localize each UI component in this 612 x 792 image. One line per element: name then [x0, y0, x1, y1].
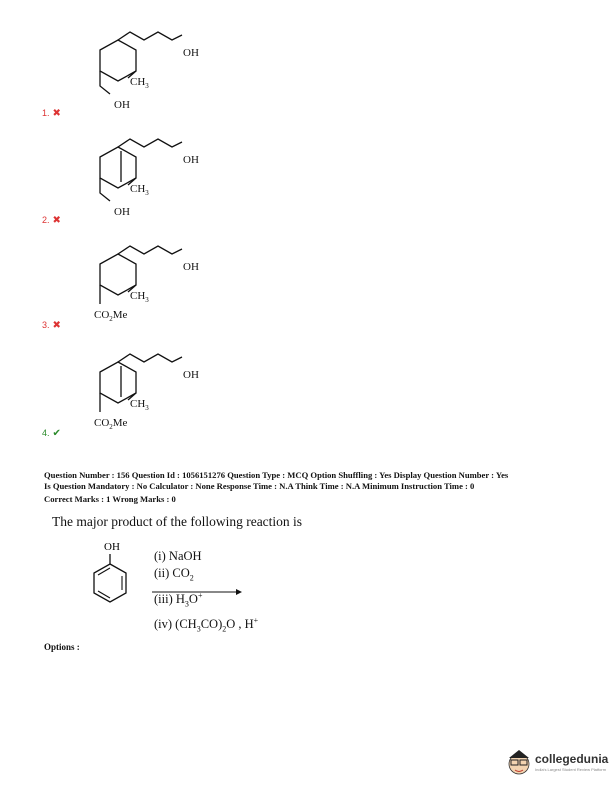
svg-text:CH3: $CH_3$: [130, 398, 149, 412]
oh-label: OH: [183, 47, 199, 59]
co2me-label: CO: [94, 309, 110, 321]
reaction-arrow: [152, 583, 242, 601]
oh-label: OH: [183, 261, 199, 273]
svg-text:CO2Me: $CO_2Me$: [94, 309, 128, 323]
option-2-molecule: [70, 145, 230, 220]
reagent-4: (iv) $(CH_3CO)_2O$ , H+: [154, 616, 259, 634]
question-meta-line-1: Question Number : 156 Question Id : 1056151276 Question Type : MCQ Option Shuffling : Yes Display Question Number : Yes: [44, 470, 509, 480]
svg-text:CH3: $CH_3$: [130, 183, 149, 197]
mascot-icon: [505, 746, 533, 780]
reagent-3: (iii) $H_3O^+$: [154, 590, 203, 609]
ch3-label: CH: [130, 398, 146, 410]
brand-tagline: India's Largest Student Review Platform: [535, 767, 607, 772]
svg-text:CH3: $CH_3$: [130, 290, 149, 304]
wrong-icon: ✖: [52, 108, 61, 119]
ch3-label: CH: [130, 183, 146, 195]
option-3-number: 3. ✖: [42, 320, 61, 331]
question-meta-line-2: Is Question Mandatory : No Calculator : None Response Time : N.A Think Time : N.A Minimum Instruction Time : 0: [44, 481, 475, 491]
check-icon: ✔: [52, 428, 61, 439]
option-4-structure: [70, 360, 230, 440]
option-1-structure: [70, 38, 230, 118]
bottom-oh-label: OH: [114, 206, 130, 218]
marks-line: Correct Marks : 1 Wrong Marks : 0: [44, 494, 176, 504]
collegedunia-logo[interactable]: [505, 746, 609, 782]
option-4-molecule: [70, 360, 230, 435]
reagent-2: (ii) $CO_2$: [154, 566, 194, 583]
option-2-structure: [70, 145, 230, 225]
ch3-label: CH: [130, 76, 146, 88]
phenol-oh-label: OH: [104, 541, 120, 553]
oh-label: OH: [183, 154, 199, 166]
wrong-icon: ✖: [52, 215, 61, 226]
option-2-number: 2. ✖: [42, 215, 61, 226]
svg-text:CH3: $CH_3$: [130, 76, 149, 90]
wrong-icon: ✖: [52, 320, 61, 331]
option-3-structure: [70, 252, 230, 332]
options-label: Options :: [44, 642, 80, 652]
option-1-molecule: [70, 38, 230, 113]
oh-label: OH: [183, 369, 199, 381]
option-4-number: 4. ✔: [42, 428, 61, 439]
phenol-structure: [86, 538, 146, 619]
bottom-oh-label: OH: [114, 99, 130, 111]
reagent-1: (i) NaOH: [154, 549, 202, 563]
co2me-label: CO: [94, 417, 110, 429]
svg-text:CO2Me: $CO_2Me$: [94, 417, 128, 431]
question-text: The major product of the following reaction is: [52, 514, 303, 529]
phenol-molecule: [86, 538, 146, 614]
ch3-label: CH: [130, 290, 146, 302]
brand-name: collegedunia: [535, 752, 609, 766]
option-3-molecule: [70, 252, 230, 327]
option-1-number: 1. ✖: [42, 108, 61, 119]
